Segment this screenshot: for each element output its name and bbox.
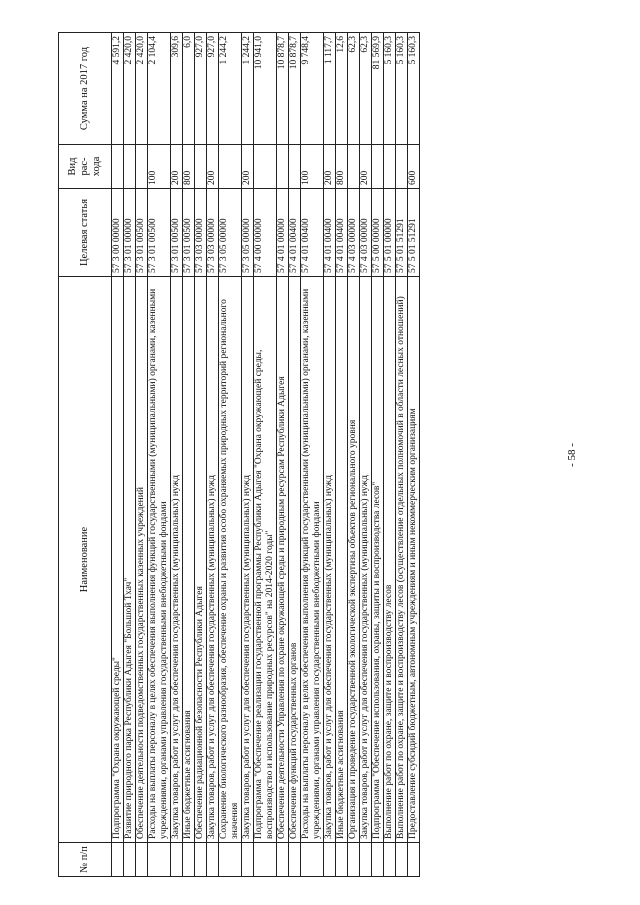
table-row (336, 33, 348, 877)
cell-code: 57 3 01 00500 (183, 189, 195, 277)
rotated-sheet (58, 33, 590, 877)
cell-code: 57 4 03 00000 (360, 189, 372, 277)
cell-name: Обеспечение деятельности Управления по охране окружающей среды и природным ресурсам Республики Адыгея (277, 277, 289, 843)
cell-code: 57 3 01 00500 (136, 189, 148, 277)
table-row (384, 33, 396, 877)
cell-name: Закупка товаров, работ и услуг для обеспечения государственных (муниципальных) нужд (207, 277, 219, 843)
cell-name: Обеспечение деятельности подведомственных государственных казенных учреждений (136, 277, 148, 843)
cell-num (136, 843, 148, 877)
cell-kind (136, 145, 148, 189)
cell-kind (372, 145, 384, 189)
cell-num (112, 843, 124, 877)
cell-code: 57 4 01 00400 (301, 189, 324, 277)
cell-num (336, 843, 348, 877)
table-row (148, 33, 171, 877)
table-row (124, 33, 136, 877)
cell-kind (254, 145, 277, 189)
cell-num (171, 843, 183, 877)
cell-name: Выполнение работ по охране, защите и воспроизводству лесов (384, 277, 396, 843)
cell-kind (124, 145, 136, 189)
table-row (372, 33, 384, 877)
cell-code: 57 3 05 00000 (242, 189, 254, 277)
table-row (136, 33, 148, 877)
cell-code: 57 5 01 51291 (408, 189, 420, 277)
cell-kind: 100 (148, 145, 171, 189)
cell-num (348, 843, 360, 877)
cell-kind (396, 145, 408, 189)
cell-num (408, 843, 420, 877)
cell-sum: 10 878,7 (277, 33, 289, 145)
cell-name: Предоставление субсидий бюджетным, автономным учреждениям и иным некоммерческим организациям (408, 277, 420, 843)
cell-name: Подпрограмма "Обеспечение реализации государственной программы Республики Адыгея "Охрана окружающей среды, воспроизводство и использование природных ресурсов" на 2014-2020 годы" (254, 277, 277, 843)
cell-sum: 6,0 (183, 33, 195, 145)
cell-code: 57 3 03 00000 (195, 189, 207, 277)
cell-kind (219, 145, 242, 189)
cell-name: Закупка товаров, работ и услуг для обеспечения государственных (муниципальных) нужд (171, 277, 183, 843)
cell-num (219, 843, 242, 877)
cell-code: 57 4 01 00000 (277, 189, 289, 277)
cell-sum: 1 244,2 (219, 33, 242, 145)
cell-kind (277, 145, 289, 189)
cell-kind: 800 (183, 145, 195, 189)
table-row (254, 33, 277, 877)
cell-name: Закупка товаров, работ и услуг для обеспечения государственных (муниципальных) нужд (324, 277, 336, 843)
cell-name: Закупка товаров, работ и услуг для обеспечения государственных (муниципальных) нужд (360, 277, 372, 843)
cell-code: 57 3 03 00000 (207, 189, 219, 277)
cell-kind (289, 145, 301, 189)
cell-code: 57 3 01 00500 (171, 189, 183, 277)
table-row (408, 33, 420, 877)
cell-kind: 800 (336, 145, 348, 189)
table-body (112, 33, 420, 877)
table-row (112, 33, 124, 877)
cell-kind (112, 145, 124, 189)
cell-name: Развитие природного парка Республики Адыгея "Большой Тхач" (124, 277, 136, 843)
cell-kind: 200 (171, 145, 183, 189)
cell-name: Подпрограмма "Обеспечение использования, охраны, защиты и воспроизводства лесов" (372, 277, 384, 843)
cell-code: 57 4 03 00000 (348, 189, 360, 277)
cell-code: 57 5 01 51291 (396, 189, 408, 277)
cell-sum: 5 160,3 (396, 33, 408, 145)
table-row (360, 33, 372, 877)
cell-name: Сохранение биологического разнообразия, обеспечение охраны и развития особо охраняемых природных территорий регионального значения (219, 277, 242, 843)
cell-name: Расходы на выплаты персоналу в целях обеспечения выполнения функций государственными (муниципальными) органами, казенными учреждениями, органами управления государственными внебюджетными фондами (301, 277, 324, 843)
cell-name: Иные бюджетные ассигнования (183, 277, 195, 843)
cell-code: 57 3 00 00000 (112, 189, 124, 277)
cell-kind: 200 (360, 145, 372, 189)
cell-sum: 927,0 (207, 33, 219, 145)
table-row (277, 33, 289, 877)
budget-table (58, 32, 420, 877)
table-row (171, 33, 183, 877)
cell-kind (384, 145, 396, 189)
cell-sum: 2 420,0 (124, 33, 136, 145)
cell-sum: 62,3 (348, 33, 360, 145)
cell-sum: 10 941,0 (254, 33, 277, 145)
cell-code: 57 4 01 00400 (289, 189, 301, 277)
cell-num (396, 843, 408, 877)
cell-num (207, 843, 219, 877)
cell-num (324, 843, 336, 877)
cell-kind: 200 (324, 145, 336, 189)
header-sum: Сумма на 2017 год (59, 33, 112, 145)
cell-name: Обеспечение функций государственных органов (289, 277, 301, 843)
cell-code: 57 4 00 00000 (254, 189, 277, 277)
cell-num (372, 843, 384, 877)
header-name: Наименование (59, 277, 112, 843)
cell-sum: 927,0 (195, 33, 207, 145)
cell-name: Выполнение работ по охране, защите и воспроизводству лесов (осуществление отдельных полномочий в области лесных отношений) (396, 277, 408, 843)
cell-kind: 200 (207, 145, 219, 189)
cell-kind (348, 145, 360, 189)
cell-sum: 62,3 (360, 33, 372, 145)
cell-num (124, 843, 136, 877)
cell-num (195, 843, 207, 877)
header-num: № п/п (59, 843, 112, 877)
cell-sum: 10 878,7 (289, 33, 301, 145)
table-row (396, 33, 408, 877)
table-row (219, 33, 242, 877)
cell-sum: 9 748,4 (301, 33, 324, 145)
cell-code: 57 3 05 00000 (219, 189, 242, 277)
cell-sum: 81 569,9 (372, 33, 384, 145)
table-row (324, 33, 336, 877)
cell-code: 57 4 01 00400 (324, 189, 336, 277)
cell-sum: 4 591,2 (112, 33, 124, 145)
cell-num (254, 843, 277, 877)
cell-code: 57 5 00 00000 (372, 189, 384, 277)
table-header-row (59, 33, 112, 877)
table-row (348, 33, 360, 877)
cell-kind: 100 (301, 145, 324, 189)
cell-sum: 309,6 (171, 33, 183, 145)
cell-num (183, 843, 195, 877)
cell-kind (195, 145, 207, 189)
table-row (289, 33, 301, 877)
table-row (301, 33, 324, 877)
table-row (183, 33, 195, 877)
cell-num (384, 843, 396, 877)
cell-code: 57 4 01 00400 (336, 189, 348, 277)
cell-name: Иные бюджетные ассигнования (336, 277, 348, 843)
cell-kind: 200 (242, 145, 254, 189)
cell-kind: 600 (408, 145, 420, 189)
cell-num (148, 843, 171, 877)
cell-code: 57 3 01 00000 (124, 189, 136, 277)
header-kind: Вид рас- хода (59, 145, 112, 189)
cell-sum: 1 244,2 (242, 33, 254, 145)
cell-sum: 5 160,3 (408, 33, 420, 145)
cell-name: Подпрограмма "Охрана окружающей среды" (112, 277, 124, 843)
cell-num (360, 843, 372, 877)
table-row (207, 33, 219, 877)
table-row (242, 33, 254, 877)
cell-sum: 2 420,0 (136, 33, 148, 145)
cell-sum: 2 104,4 (148, 33, 171, 145)
cell-sum: 12,6 (336, 33, 348, 145)
cell-name: Закупка товаров, работ и услуг для обеспечения государственных (муниципальных) нужд (242, 277, 254, 843)
cell-num (301, 843, 324, 877)
page-number: - 58 - (566, 443, 578, 467)
cell-name: Расходы на выплаты персоналу в целях обеспечения выполнения функций государственными (муниципальными) органами, казенными учреждениями, органами управления государственными внебюджетными фондами (148, 277, 171, 843)
cell-code: 57 3 01 00500 (148, 189, 171, 277)
header-code: Целевая статья (59, 189, 112, 277)
cell-code: 57 5 01 00000 (384, 189, 396, 277)
table-row (195, 33, 207, 877)
cell-num (277, 843, 289, 877)
cell-name: Организация и проведение государственной экологической экспертизы объектов регионального уровня (348, 277, 360, 843)
cell-sum: 5 160,3 (384, 33, 396, 145)
cell-num (289, 843, 301, 877)
cell-num (242, 843, 254, 877)
cell-sum: 1 117,7 (324, 33, 336, 145)
cell-name: Обеспечение радиационной безопасности Республики Адыгея (195, 277, 207, 843)
